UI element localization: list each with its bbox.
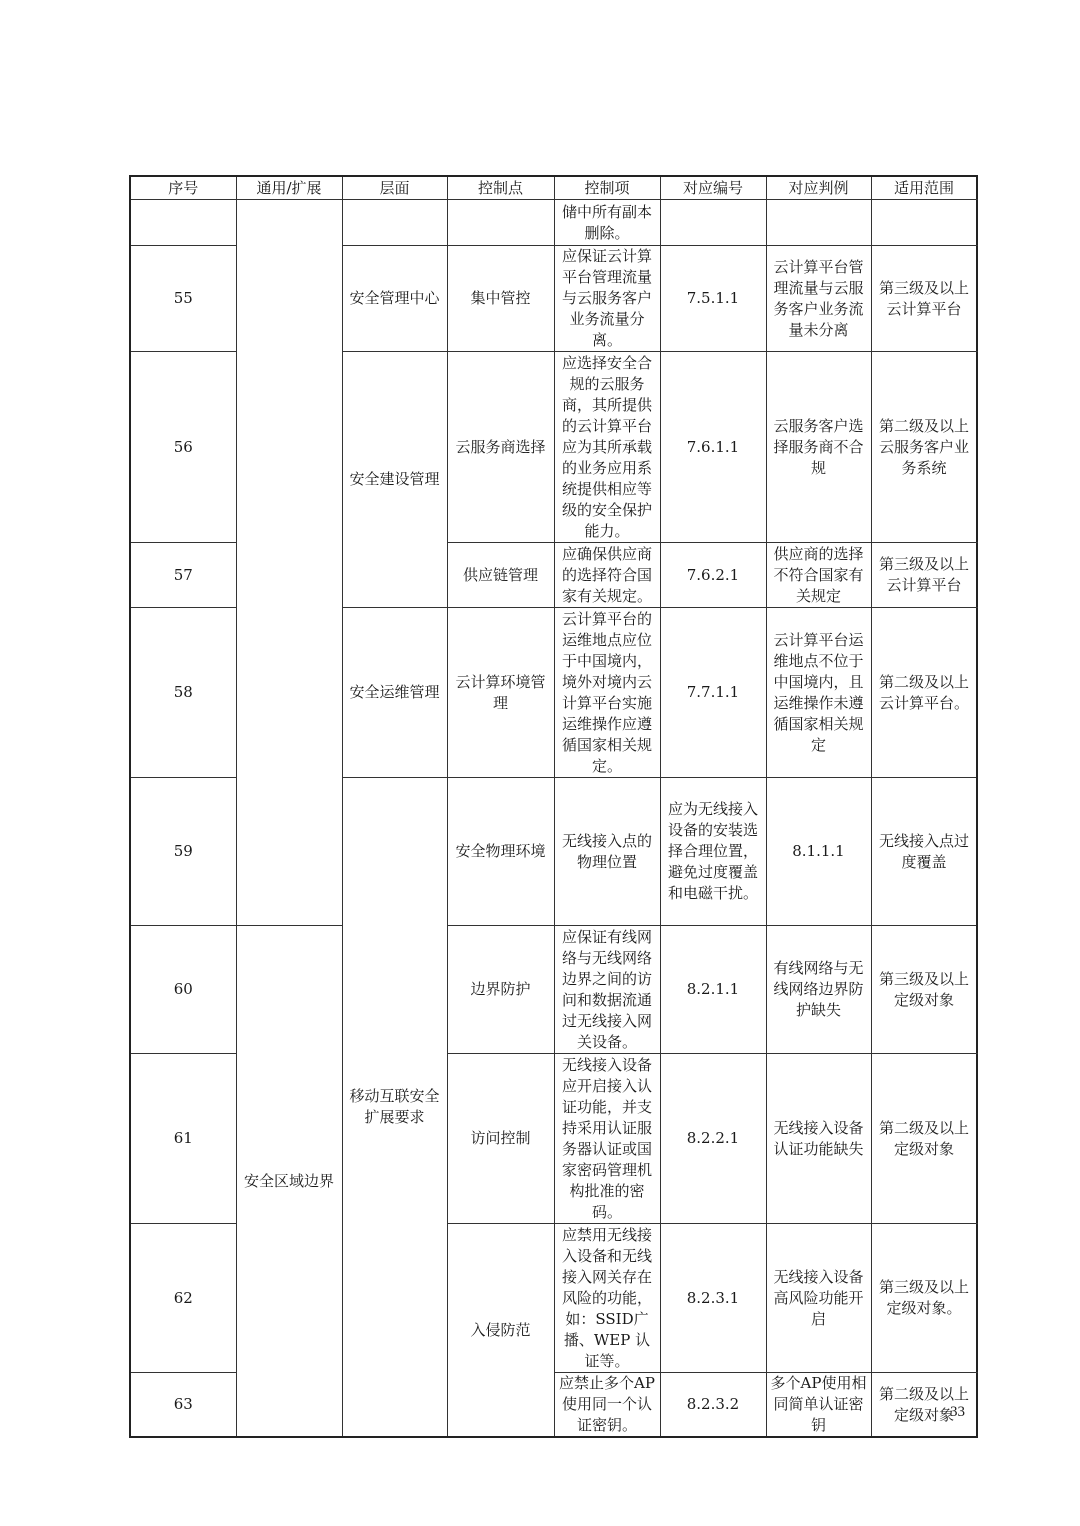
header-cell: 层面 [342, 176, 447, 200]
row-number-cell: 63 [130, 1373, 236, 1438]
case-cell: 无线接入点过度覆盖 [871, 778, 977, 926]
control-item-cell: 应保证有线网络与无线网络边界之间的访问和数据流通过无线接入网关设备。 [554, 926, 660, 1054]
scope-cell: 第三级及以上定级对象 [871, 926, 977, 1054]
case-cell: 云计算平台运维地点不位于中国境内，且运维操作未遵循国家相关规定 [766, 608, 871, 778]
case-cell: 云服务客户选择服务商不合规 [766, 352, 871, 543]
header-cell: 控制项 [554, 176, 660, 200]
case-cell: 有线网络与无线网络边界防护缺失 [766, 926, 871, 1054]
control-point-cell: 云服务商选择 [447, 352, 554, 543]
control-item-cell: 储中所有副本删除。 [554, 200, 660, 246]
code-cell: 7.6.2.1 [660, 543, 766, 608]
control-item-cell: 应确保供应商的选择符合国家有关规定。 [554, 543, 660, 608]
control-point-cell: 云计算环境管理 [447, 608, 554, 778]
control-point-cell: 边界防护 [447, 926, 554, 1054]
case-cell: 云计算平台管理流量与云服务客户业务流量未分离 [766, 246, 871, 352]
control-item-cell: 应禁止多个AP 使用同一个认证密钥。 [554, 1373, 660, 1438]
code-cell: 8.2.3.2 [660, 1373, 766, 1438]
control-point-cell: 供应链管理 [447, 543, 554, 608]
control-item-cell: 无线接入设备应开启接入认证功能，并支持采用认证服务器认证或国家密码管理机构批准的密码。 [554, 1054, 660, 1224]
scope-cell: 第二级及以上定级对象 [871, 1054, 977, 1224]
row-number-cell: 60 [130, 926, 236, 1054]
control-item-cell: 应保证云计算平台管理流量与云服务客户业务流量分离。 [554, 246, 660, 352]
table-header-row [130, 176, 977, 200]
code-cell: 7.7.1.1 [660, 608, 766, 778]
row-number-cell: 55 [130, 246, 236, 352]
control-point-cell: 访问控制 [447, 1054, 554, 1224]
row-number-cell: 62 [130, 1224, 236, 1373]
control-point-cell: 入侵防范 [447, 1224, 554, 1438]
case-cell: 供应商的选择不符合国家有关规定 [766, 543, 871, 608]
scope-cell: 第三级及以上云计算平台 [871, 543, 977, 608]
case-cell: 多个AP使用相同简单认证密钥 [766, 1373, 871, 1438]
category-cell: 移动互联安全扩展要求 [342, 778, 447, 1438]
row-number-cell: 57 [130, 543, 236, 608]
header-cell: 对应判例 [766, 176, 871, 200]
table-row [130, 200, 977, 246]
code-cell: 7.5.1.1 [660, 246, 766, 352]
layer-cell: 安全建设管理 [342, 352, 447, 608]
control-point-cell [447, 200, 554, 246]
code-cell: 8.2.2.1 [660, 1054, 766, 1224]
scope-cell: 第三级及以上定级对象。 [871, 1224, 977, 1373]
row-number-cell: 61 [130, 1054, 236, 1224]
requirements-table [129, 175, 978, 1438]
row-number-cell: 58 [130, 608, 236, 778]
layer-cell: 安全物理环境 [447, 778, 554, 926]
scope-cell: 第二级及以上云计算平台。 [871, 608, 977, 778]
category-cell [236, 200, 342, 926]
header-cell: 适用范围 [871, 176, 977, 200]
scope-cell: 第三级及以上云计算平台 [871, 246, 977, 352]
case-cell: 无线接入设备认证功能缺失 [766, 1054, 871, 1224]
code-cell [660, 200, 766, 246]
scope-cell [871, 200, 977, 246]
layer-cell: 安全管理中心 [342, 246, 447, 352]
header-cell: 序号 [130, 176, 236, 200]
table-row [130, 926, 977, 1054]
header-cell: 对应编号 [660, 176, 766, 200]
scope-cell: 第二级及以上云服务客户业务系统 [871, 352, 977, 543]
code-cell: 8.1.1.1 [766, 778, 871, 926]
control-point-cell: 集中管控 [447, 246, 554, 352]
control-item-cell: 应为无线接入设备的安装选择合理位置，避免过度覆盖和电磁干扰。 [660, 778, 766, 926]
case-cell: 无线接入设备高风险功能开启 [766, 1224, 871, 1373]
scope-cell: 第二级及以上定级对象 [871, 1373, 977, 1438]
control-item-cell: 云计算平台的运维地点应位于中国境内，境外对境内云计算平台实施运维操作应遵循国家相关规定。 [554, 608, 660, 778]
control-item-cell: 应选择安全合规的云服务商，其所提供的云计算平台应为其所承载的业务应用系统提供相应等级的安全保护能力。 [554, 352, 660, 543]
code-cell: 8.2.3.1 [660, 1224, 766, 1373]
layer-cell [342, 200, 447, 246]
code-cell: 8.2.1.1 [660, 926, 766, 1054]
layer-cell: 安全区域边界 [236, 926, 342, 1438]
row-number-cell: 56 [130, 352, 236, 543]
row-number-cell: 59 [130, 778, 236, 926]
code-cell: 7.6.1.1 [660, 352, 766, 543]
page-number: 33 [950, 1404, 965, 1420]
case-cell [766, 200, 871, 246]
control-item-cell: 应禁用无线接入设备和无线接入网关存在风险的功能，如：SSID广播、WEP 认证等。 [554, 1224, 660, 1373]
row-number-cell [130, 200, 236, 246]
header-cell: 控制点 [447, 176, 554, 200]
header-cell: 通用/扩展 [236, 176, 342, 200]
layer-cell: 安全运维管理 [342, 608, 447, 778]
control-point-cell: 无线接入点的物理位置 [554, 778, 660, 926]
